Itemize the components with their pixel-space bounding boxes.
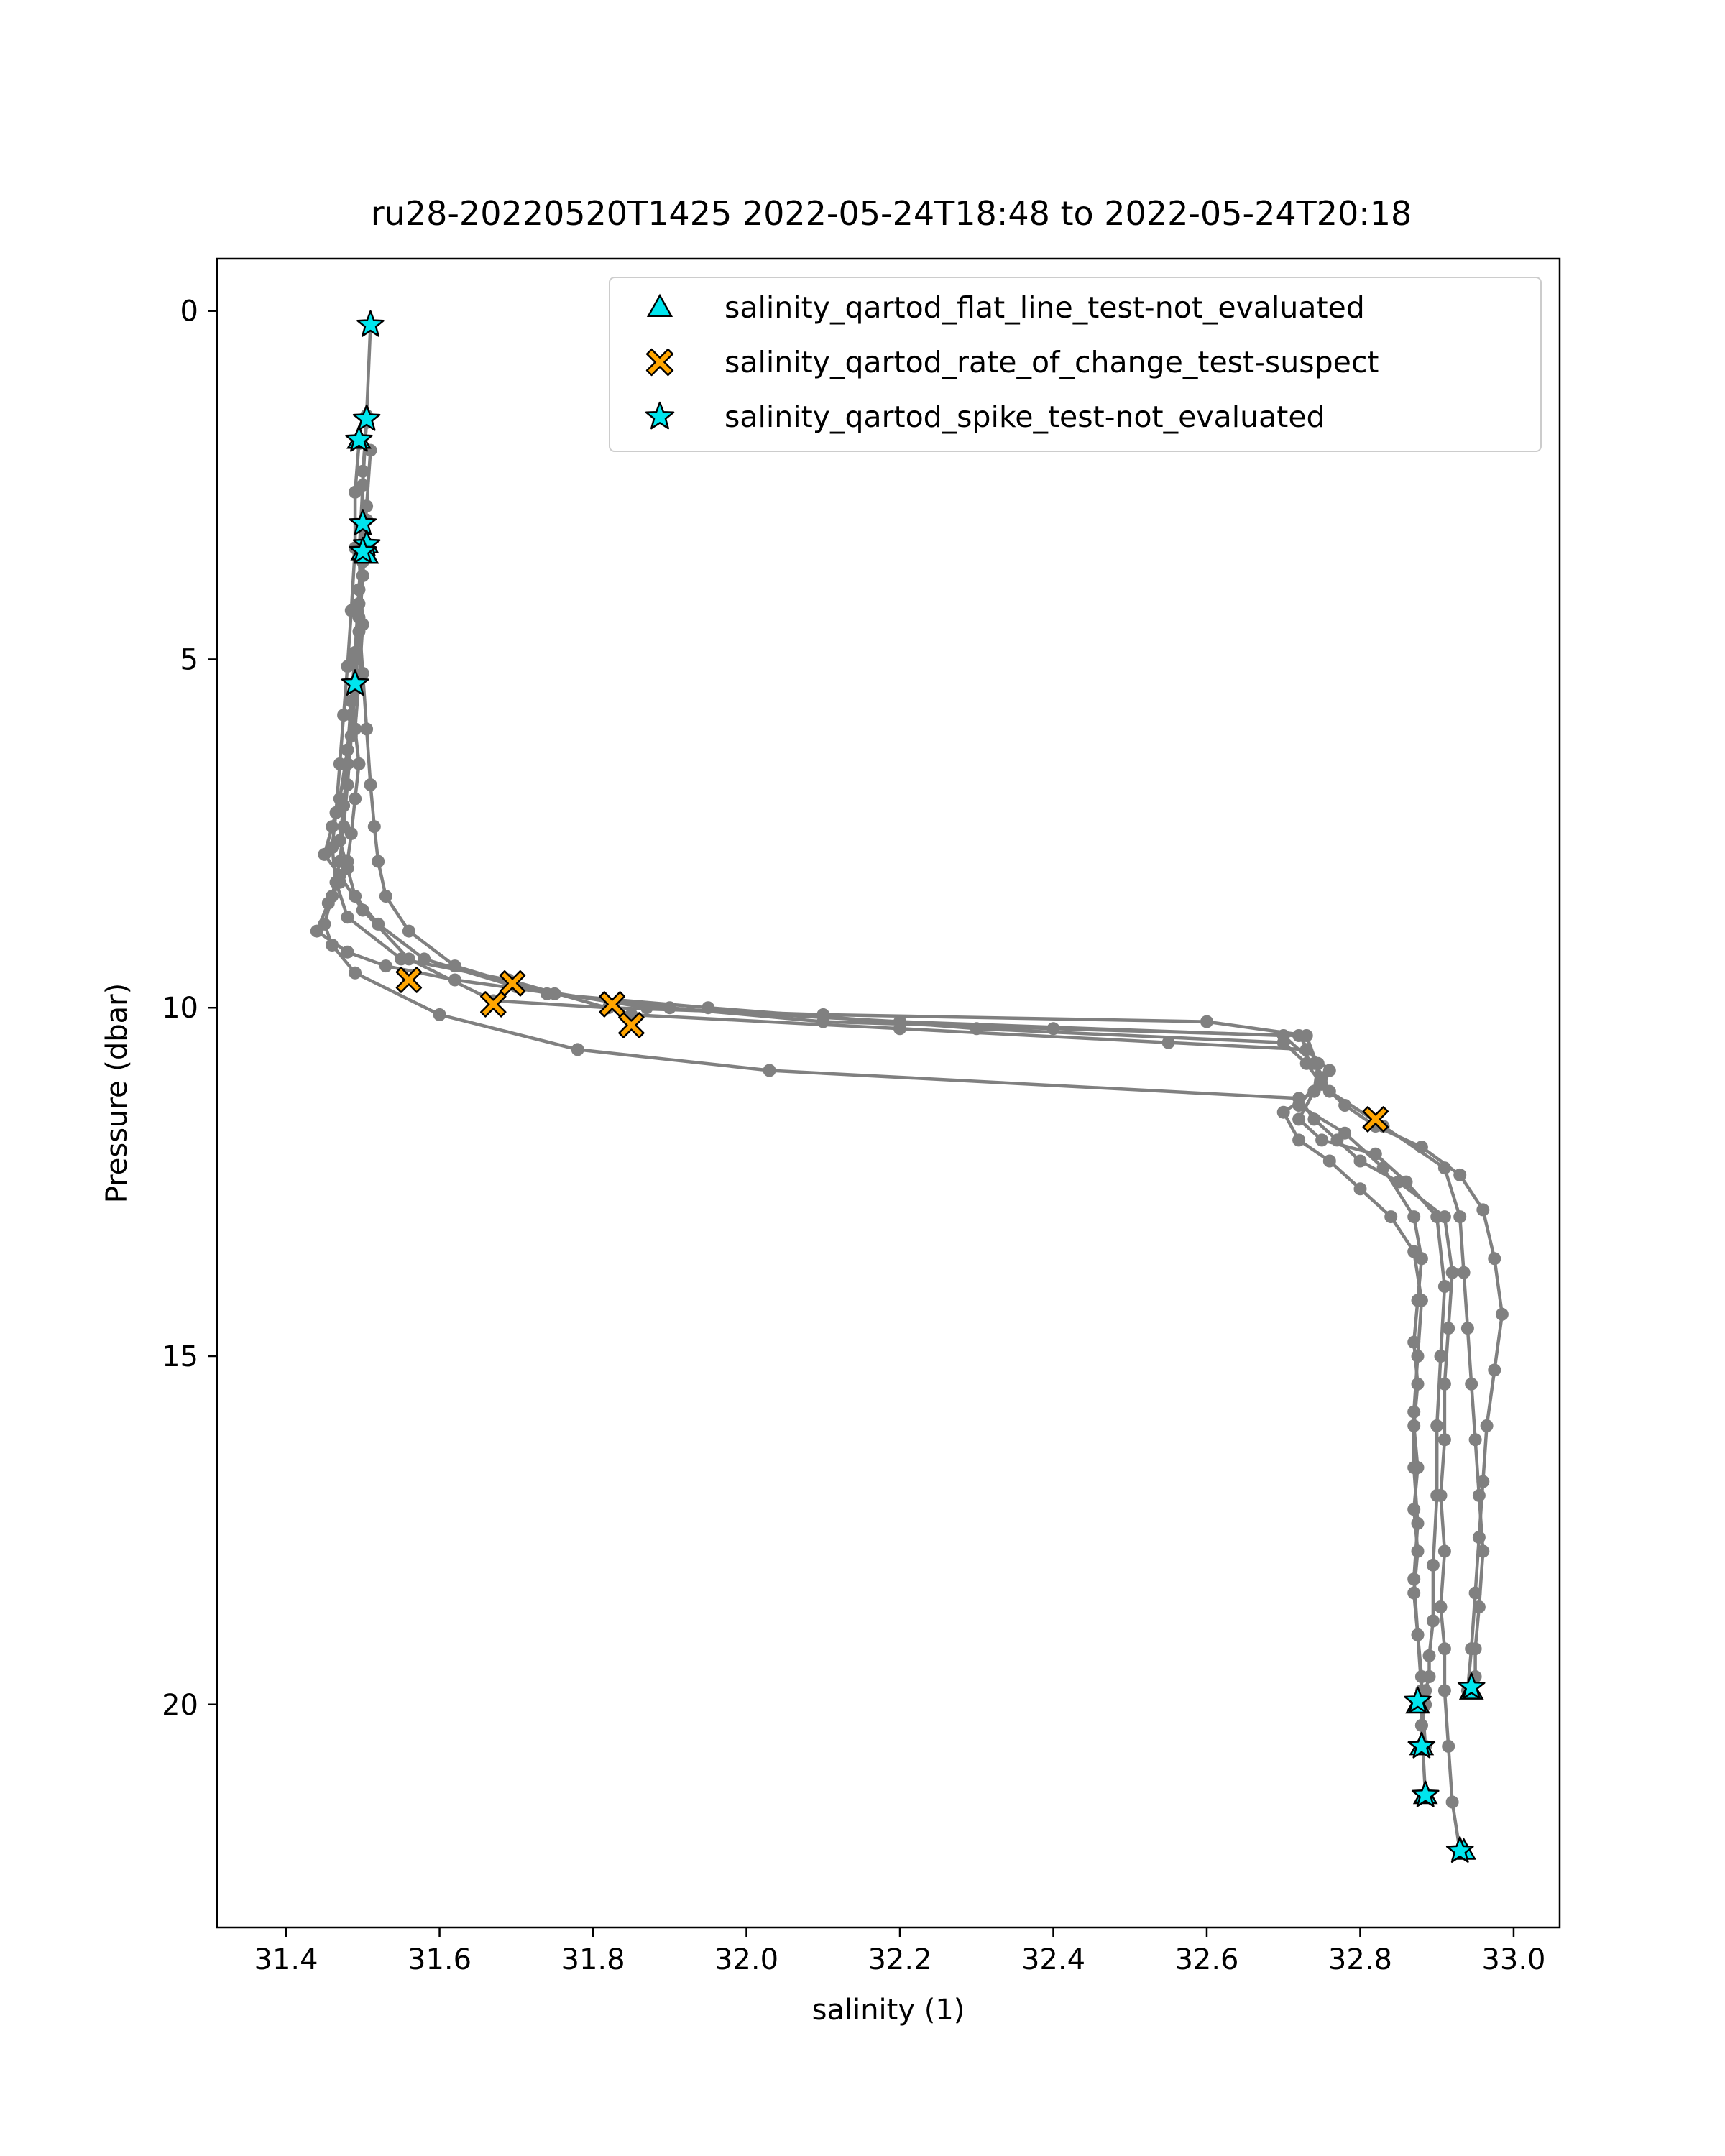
profile-point [702,1001,714,1014]
profile-point [1465,1642,1478,1655]
x-tick-label: 32.4 [1021,1943,1086,1976]
profile-point [326,820,339,833]
profile-point [1423,1649,1436,1662]
profile-point [345,729,358,742]
profile-point [1407,1572,1420,1585]
profile-point [353,584,366,596]
profile-point [330,876,343,889]
y-tick-label: 15 [162,1340,198,1373]
x-tick-label: 32.8 [1328,1943,1392,1976]
profile-point [1407,1245,1420,1258]
profile-point [402,925,415,938]
profile-point [433,1008,446,1021]
profile-point [1407,1503,1420,1516]
profile-point [341,778,354,791]
x-axis-label: salinity (1) [811,1994,965,2027]
profile-point [341,744,354,757]
profile-point [349,486,362,499]
profile-point [1476,1475,1489,1488]
profile-point [1407,1419,1420,1432]
profile-point [1323,1064,1336,1077]
profile-point [1162,1036,1175,1049]
profile-point [360,722,373,735]
profile-point [1047,1022,1060,1035]
profile-point [341,757,354,770]
profile-point [341,862,354,875]
profile-point [1412,1378,1425,1391]
profile-point [1377,1161,1390,1174]
profile-point [1458,1266,1471,1279]
profile-point [1473,1600,1486,1613]
profile-point [349,967,362,980]
chart-title: ru28-20220520T1425 2022-05-24T18:48 to 2022-05-24T20:18 [370,194,1412,233]
y-axis-label: Pressure (dbar) [101,982,134,1204]
legend-label: salinity_qartod_rate_of_change_test-suspect [724,345,1379,379]
profile-point [1338,1099,1351,1112]
y-tick-label: 10 [162,992,198,1026]
profile-point [1415,1670,1428,1683]
profile-point [1438,1642,1451,1655]
x-axis [254,1927,1546,1976]
profile-point [1412,1350,1425,1363]
profile-point [1430,1419,1443,1432]
x-tick-label: 31.4 [254,1943,318,1976]
profile-point [1427,1614,1440,1627]
profile-point [1438,1280,1451,1293]
profile-point [1300,1029,1313,1042]
profile-point [1412,1628,1425,1641]
profile-point [364,778,377,791]
x-tick-label: 31.8 [561,1943,625,1976]
profile-point [353,597,366,610]
profile-point [1453,1210,1466,1223]
profile-point [1438,1684,1451,1697]
profile-point [1435,1600,1448,1613]
profile-point [540,987,553,1000]
profile-point [1277,1106,1290,1119]
profile-point [341,911,354,923]
x-tick-label: 32.2 [868,1943,932,1976]
profile-point [353,625,366,638]
profile-points [310,318,1509,1857]
profile-point [1438,1161,1451,1174]
profile-point [345,695,358,708]
y-tick-label: 20 [162,1688,198,1722]
profile-point [318,918,331,931]
profile-point [349,792,362,805]
x-tick-label: 33.0 [1481,1943,1546,1976]
profile-point [1412,1545,1425,1558]
profile-point [368,820,381,833]
profile-point [1412,1517,1425,1530]
profile-point [326,939,339,952]
profile-point [341,946,354,959]
profile-point [1438,1433,1451,1446]
profile-point [326,890,339,903]
profile-point [448,959,461,972]
profile-point [1292,1092,1305,1105]
profile-point [1453,1169,1466,1181]
profile-point [1300,1057,1313,1070]
profile-point [1481,1419,1494,1432]
profile-point [1469,1433,1482,1446]
profile-point [1442,1740,1455,1753]
profile-point [1461,1322,1474,1335]
profile-point [1392,1176,1405,1189]
plot-frame [217,259,1560,1927]
profile-point [1330,1133,1343,1146]
profile-point [1415,1141,1428,1153]
profile-point [372,918,385,931]
profile-point [1407,1406,1420,1419]
profile-point [571,1043,584,1056]
profile-point [1369,1148,1382,1161]
profile-point [1407,1336,1420,1349]
profile-point [970,1022,983,1035]
profile-point [1307,1112,1320,1125]
profile-point [816,1008,829,1021]
profile-point [1384,1210,1397,1223]
profile-point [1446,1796,1459,1809]
profile-point [1476,1203,1489,1216]
profile-point [1277,1036,1290,1049]
profile-point [380,890,392,903]
profile-point [356,569,369,582]
profile-point [1354,1155,1367,1168]
profile-point [380,959,392,972]
profile-point [1469,1587,1482,1600]
profile-point [1323,1155,1336,1168]
legend-label: salinity_qartod_spike_test-not_evaluated [724,400,1325,434]
profile-point [1442,1322,1455,1335]
profile-point [1427,1559,1440,1572]
profile-point [1415,1294,1428,1307]
profile-line-4 [324,520,1460,1851]
profile-point [1315,1078,1328,1091]
profile-point [337,820,350,833]
x-tick-label: 32.0 [714,1943,779,1976]
y-tick-label: 5 [180,643,198,677]
profile-point [1488,1363,1501,1376]
legend [610,277,1541,451]
profile-point [763,1064,776,1077]
profile-point [1435,1489,1448,1502]
profile-point [1354,1182,1367,1195]
profile-point [1496,1308,1509,1321]
profile-point [353,611,366,624]
profile-point [1415,1719,1428,1732]
profile-point [1438,1545,1451,1558]
profile-point [893,1015,906,1028]
profile-point [1292,1133,1305,1146]
profile-point [1488,1252,1501,1265]
profile-point [1292,1112,1305,1125]
profile-point [1438,1210,1451,1223]
profile-point [349,653,362,666]
profile-point [334,834,346,847]
profile-point [663,1001,676,1014]
legend-label: salinity_qartod_flat_line_test-not_evaluated [724,290,1365,325]
profile-point [1407,1210,1420,1223]
profile-point [349,890,362,903]
profile-point [372,855,385,868]
profile-point [1435,1350,1448,1363]
y-tick-label: 0 [180,295,198,328]
profile-point [1315,1133,1328,1146]
profile-point [337,799,350,812]
profile-point [1438,1378,1451,1391]
profile-point [356,465,369,478]
profile-point [1446,1266,1459,1279]
profile-point [395,952,408,965]
profile-point [1200,1015,1213,1028]
profile-point [1300,1043,1313,1056]
profile-point [1407,1587,1420,1600]
profile-point [345,709,358,722]
profile-point [1407,1461,1420,1474]
x-tick-label: 32.6 [1174,1943,1239,1976]
profile-point [1476,1545,1489,1558]
profile-point [640,1001,653,1014]
profile-line-2 [324,423,1425,1795]
profile-point [448,974,461,987]
y-axis [162,295,217,1722]
profile-point [356,904,369,917]
profile-point [1473,1531,1486,1544]
profile-point [1465,1378,1478,1391]
profile-point [418,952,431,965]
profile-point [1473,1489,1486,1502]
x-tick-label: 31.6 [408,1943,472,1976]
profile-point [353,757,366,770]
